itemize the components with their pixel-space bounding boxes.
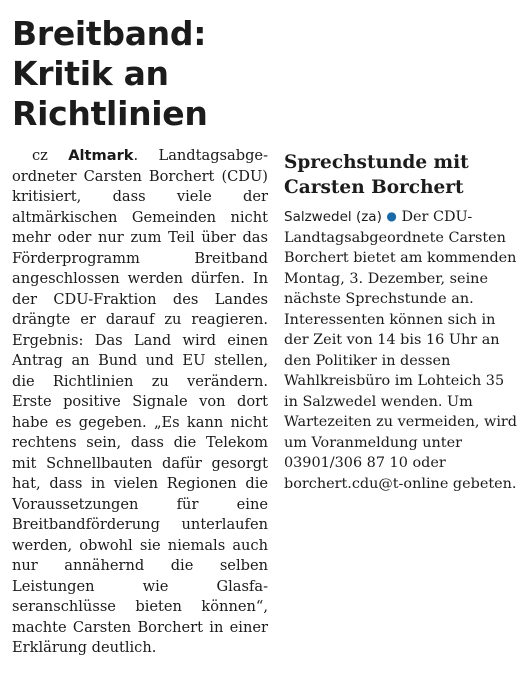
- right-article-headline: [284, 150, 520, 200]
- right-headline-line-1: Sprechstunde mit: [284, 152, 469, 173]
- article-body: [12, 146, 268, 659]
- right-article: [284, 150, 520, 494]
- article-location: Altmark: [68, 147, 134, 164]
- right-headline-line-2: Carsten Borchert: [284, 177, 464, 198]
- right-article-dateline: Salzwedel (za): [284, 209, 382, 225]
- author-initials: cz: [32, 147, 48, 164]
- right-article-body-text: Der CDU-Landtagsabgeordnete Carsten Borchert bietet am kommenden Montag, 3. Dezember, seine nächste Sprechstunde an. Interessenten können sich in der Zeit von 14 bis 16 Uhr an den Politiker in dessen Wahlkreisbüro im Lohteich 35 in Salzwedel wenden. Um Wartezeiten zu vermeiden, wird um Voranmeldung unter 03901/306 87 10 oder borchert.cdu@t-online gebeten.: [284, 209, 518, 492]
- headline-line-1: Breitband:: [12, 14, 207, 53]
- right-article-body: [284, 206, 520, 494]
- article-headline: [12, 14, 274, 134]
- bullet-icon: ●: [386, 209, 397, 223]
- headline-line-2: Kritik an: [12, 54, 169, 93]
- left-article: [12, 14, 274, 134]
- headline-line-3: Richtlinien: [12, 94, 208, 133]
- article-body-text: . Landtagsabgeordneter Carsten Borchert (CDU) kritisiert, dass viele der altmärkischen Gemeinden nicht mehr oder nur zum Teil über das Förderprogramm Breitband angeschlossen werden dürfen. In der CDU-Fraktion des Landes drängte er darauf zu reagieren. Ergebnis: Das Land wird einen Antrag an Bund und EU stellen, die Richtlinien zu verändern. Erste positive Signale von dort habe es gegeben. „Es kann nicht rechtens sein, dass die Telekom mit Schnellbauten dafür gesorgt hat, dass in vielen Regionen die Voraussetzungen für eine Breitbandförderung unterlaufen werden, obwohl sie niemals auch nur annähernd die selben Leistungen wie Glasfaseranschlüsse bieten können“, machte Carsten Borchert in einer Erklärung deutlich.: [12, 147, 268, 656]
